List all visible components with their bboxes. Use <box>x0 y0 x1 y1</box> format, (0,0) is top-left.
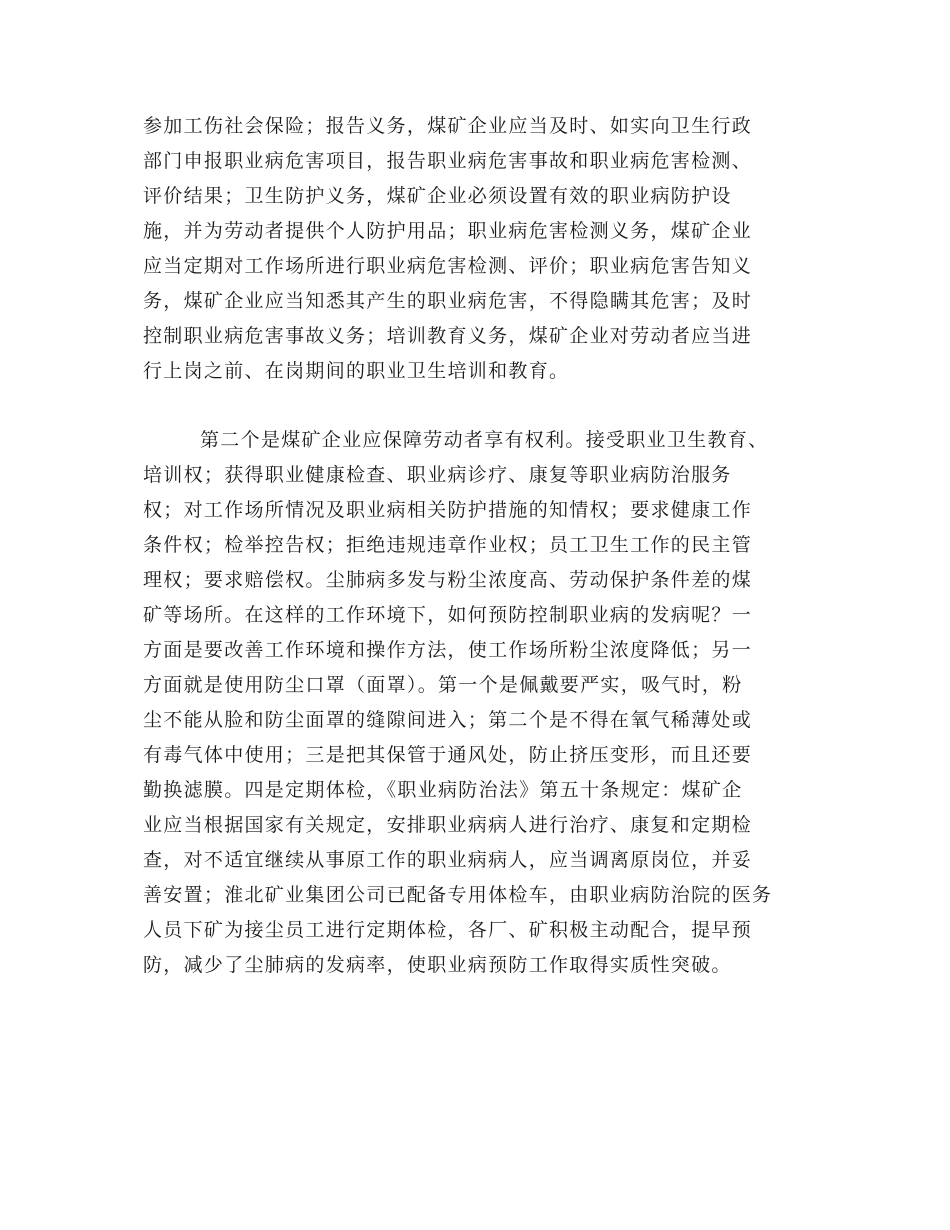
paragraph-1-line: 应当定期对工作场所进行职业病危害检测、评价；职业病危害告知义 <box>143 255 753 277</box>
paragraph-2-line: 善安置；淮北矿业集团公司已配备专用体检车，由职业病防治院的医务 <box>143 884 773 906</box>
paragraph-2-line: 理权；要求赔偿权。尘肺病多发与粉尘浓度高、劳动保护条件差的煤 <box>143 569 753 591</box>
paragraph-2-line: 矿等场所。在这样的工作环境下，如何预防控制职业病的发病呢？一 <box>143 604 753 626</box>
paragraph-1-line: 控制职业病危害事故义务；培训教育义务，煤矿企业对劳动者应当进 <box>143 325 753 347</box>
paragraph-2-line: 方面就是使用防尘口罩（面罩）。第一个是佩戴要严实，吸气时，粉 <box>143 674 743 696</box>
paragraph-2-line: 条件权；检举控告权；拒绝违规违章作业权；员工卫生工作的民主管 <box>143 534 753 556</box>
paragraph-2-line: 业应当根据国家有关规定，安排职业病病人进行治疗、康复和定期检 <box>143 814 753 836</box>
paragraph-2-line: 培训权；获得职业健康检查、职业病诊疗、康复等职业病防治服务 <box>143 464 732 486</box>
paragraph-1-line: 施，并为劳动者提供个人防护用品；职业病危害检测义务，煤矿企业 <box>143 220 753 242</box>
paragraph-2-line: 方面是要改善工作环境和操作方法，使工作场所粉尘浓度降低；另一 <box>143 639 753 661</box>
paragraph-1-line: 参加工伤社会保险；报告义务，煤矿企业应当及时、如实向卫生行政 <box>143 115 753 137</box>
paragraph-1-line: 行上岗之前、在岗期间的职业卫生培训和教育。 <box>143 360 570 382</box>
paragraph-2-line: 防，减少了尘肺病的发病率，使职业病预防工作取得实质性突破。 <box>143 954 732 976</box>
paragraph-1-line: 务，煤矿企业应当知悉其产生的职业病危害，不得隐瞒其危害；及时 <box>143 290 753 312</box>
paragraph-2-line: 人员下矿为接尘员工进行定期体检，各厂、矿积极主动配合，提早预 <box>143 919 753 941</box>
paragraph-2-line: 第二个是煤矿企业应保障劳动者享有权利。接受职业卫生教育、 <box>200 429 769 451</box>
paragraph-2-line: 有毒气体中使用；三是把其保管于通风处，防止挤压变形，而且还要 <box>143 744 753 766</box>
paragraph-2-line: 尘不能从脸和防尘面罩的缝隙间进入；第二个是不得在氧气稀薄处或 <box>143 709 753 731</box>
paragraph-1-line: 评价结果；卫生防护义务，煤矿企业必须设置有效的职业病防护设 <box>143 185 732 207</box>
paragraph-2-line: 权；对工作场所情况及职业病相关防护措施的知情权；要求健康工作 <box>143 499 753 521</box>
paragraph-2-line: 勤换滤膜。四是定期体检，《职业病防治法》第五十条规定：煤矿企 <box>143 779 743 801</box>
paragraph-2-line: 查，对不适宜继续从事原工作的职业病病人，应当调离原岗位，并妥 <box>143 849 753 871</box>
paragraph-1-line: 部门申报职业病危害项目，报告职业病危害事故和职业病危害检测、 <box>143 150 753 172</box>
